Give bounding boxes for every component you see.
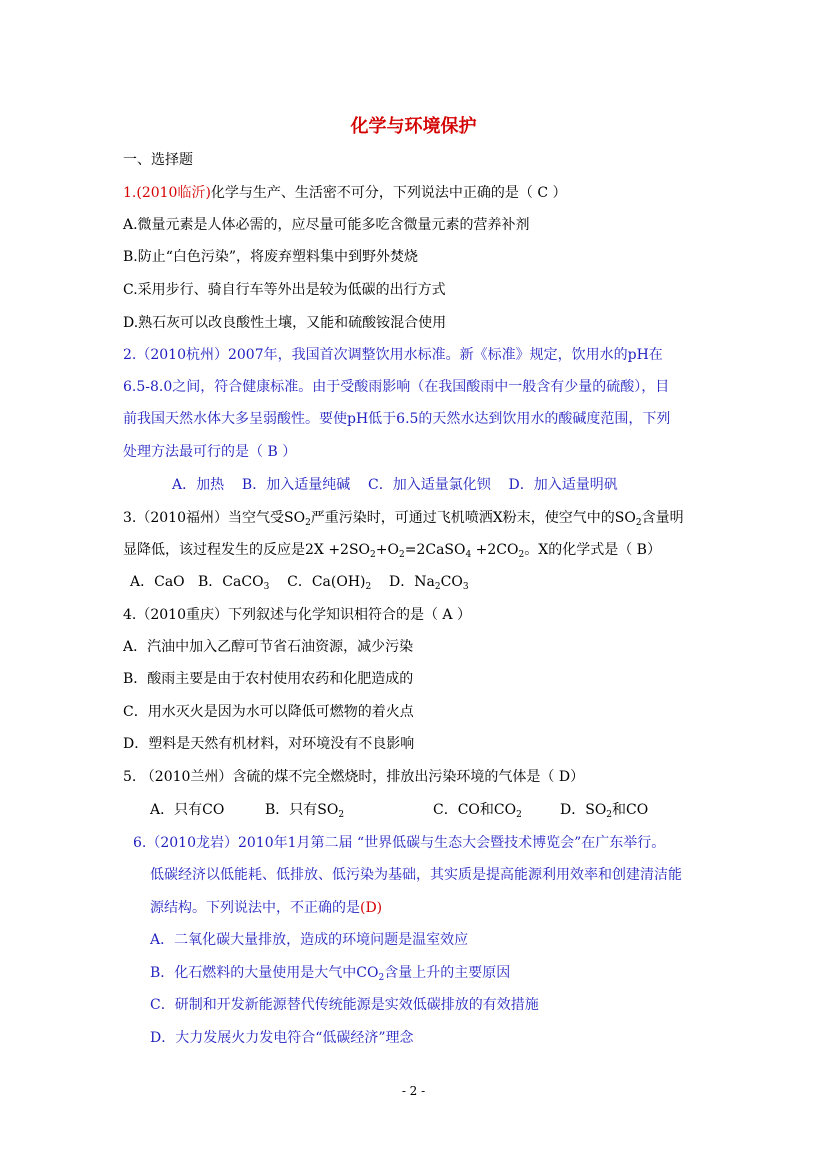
- q6-line-1: 6.（2010龙岩）2010年1月第二届 “世界低碳与生态大会暨技术博览会”在广东举行。: [133, 835, 666, 851]
- q5-option-d: D．$SO_2$和CO: [560, 802, 649, 820]
- q6-line-3: 源结构。下列说法中，不正确的是(D): [150, 900, 383, 916]
- q1-option-a: A.微量元素是人体必需的，应尽量可能多吃含微量元素的营养补剂: [123, 217, 530, 233]
- q2-line-4: 处理方法最可行的是（ B ）: [123, 444, 297, 460]
- q6-option-d: D．大力发展火力发电符合“低碳经济”理念: [150, 1030, 414, 1046]
- q3-options: [130, 572, 469, 592]
- q1-text: 化学与生产、生活密不可分，下列说法中正确的是（ C ）: [210, 185, 567, 201]
- page-number: - 2 -: [401, 1084, 426, 1098]
- q1-source: 1.(2010临沂): [123, 185, 211, 201]
- q1-option-d: D.熟石灰可以改良酸性土壤，又能和硫酸铵混合使用: [123, 315, 447, 331]
- q4-option-c: C．用水灭火是因为水可以降低可燃物的着火点: [123, 704, 414, 720]
- q4-stem: 4.（2010重庆）下列叙述与化学知识相符合的是（ A ）: [123, 607, 471, 623]
- q3-line-1: 3.（2010福州）当空气受$SO_2$严重污染时，可通过飞机喷洒X粉末，使空气中的$SO_2$含量明: [123, 510, 684, 528]
- q3-option-d: D．$Na_2CO_3$: [389, 574, 469, 592]
- q6-line-2: 低碳经济以低能耗、低排放、低污染为基础，其实质是提高能源利用效率和创建清洁能: [150, 867, 682, 883]
- q5-option-c: C．CO和$CO_2$: [433, 802, 522, 820]
- q2-options: A．加热 B．加入适量纯碱 C．加入适量氯化钡 D．加入适量明矾: [172, 477, 618, 493]
- q3-line-2: 显降低，该过程发生的反应是$2X +2SO_2+O_2=2CaSO_4 +2CO_2$。X的化学式是（ B）: [123, 542, 661, 560]
- q1-stem: [123, 183, 567, 203]
- q4-option-b: B．酸雨主要是由于农村使用农药和化肥造成的: [123, 671, 414, 687]
- q4-option-d: D．塑料是天然有机材料，对环境没有不良影响: [123, 736, 415, 752]
- q2-line-2: 6.5-8.0之间，符合健康标准。由于受酸雨影响（在我国酸雨中一般含有少量的硫酸），目: [123, 379, 670, 395]
- q5-stem: 5. （2010兰州）含硫的煤不完全燃烧时，排放出污染环境的气体是（ D）: [123, 769, 585, 785]
- q2-line-1: 2.（2010杭州）2007年，我国首次调整饮用水标准。新《标准》规定，饮用水的pH在: [123, 347, 663, 363]
- page-title: 化学与环境保护: [350, 116, 477, 137]
- q6-option-c: C．研制和开发新能源替代传统能源是实效低碳排放的有效措施: [150, 997, 539, 1013]
- q3-option-c: C．$Ca(OH)_2$: [287, 574, 372, 592]
- q3-option-b: B．CaCO$_3$: [198, 574, 270, 592]
- q5-option-b: B．只有$SO_2$: [265, 802, 345, 820]
- q6-option-a: A．二氧化碳大量排放，造成的环境问题是温室效应: [150, 932, 469, 948]
- q1-option-b: B.防止“白色污染”，将废弃塑料集中到野外焚烧: [123, 249, 419, 265]
- q4-option-a: A．汽油中加入乙醇可节省石油资源，减少污染: [123, 639, 414, 655]
- q1-option-c: C.采用步行、骑自行车等外出是较为低碳的出行方式: [123, 282, 446, 298]
- q6-option-b: B．化石燃料的大量使用是大气中$CO_2$含量上升的主要原因: [150, 965, 511, 983]
- q2-line-3: 前我国天然水体大多呈弱酸性。要使pH低于6.5的天然水达到饮用水的酸碱度范围，下列: [123, 411, 671, 427]
- q3-option-a: A．CaO: [130, 574, 185, 590]
- section-heading: 一、选择题: [123, 152, 193, 168]
- q6-answer: (D): [360, 900, 383, 916]
- q5-option-a: A．只有CO: [150, 802, 225, 818]
